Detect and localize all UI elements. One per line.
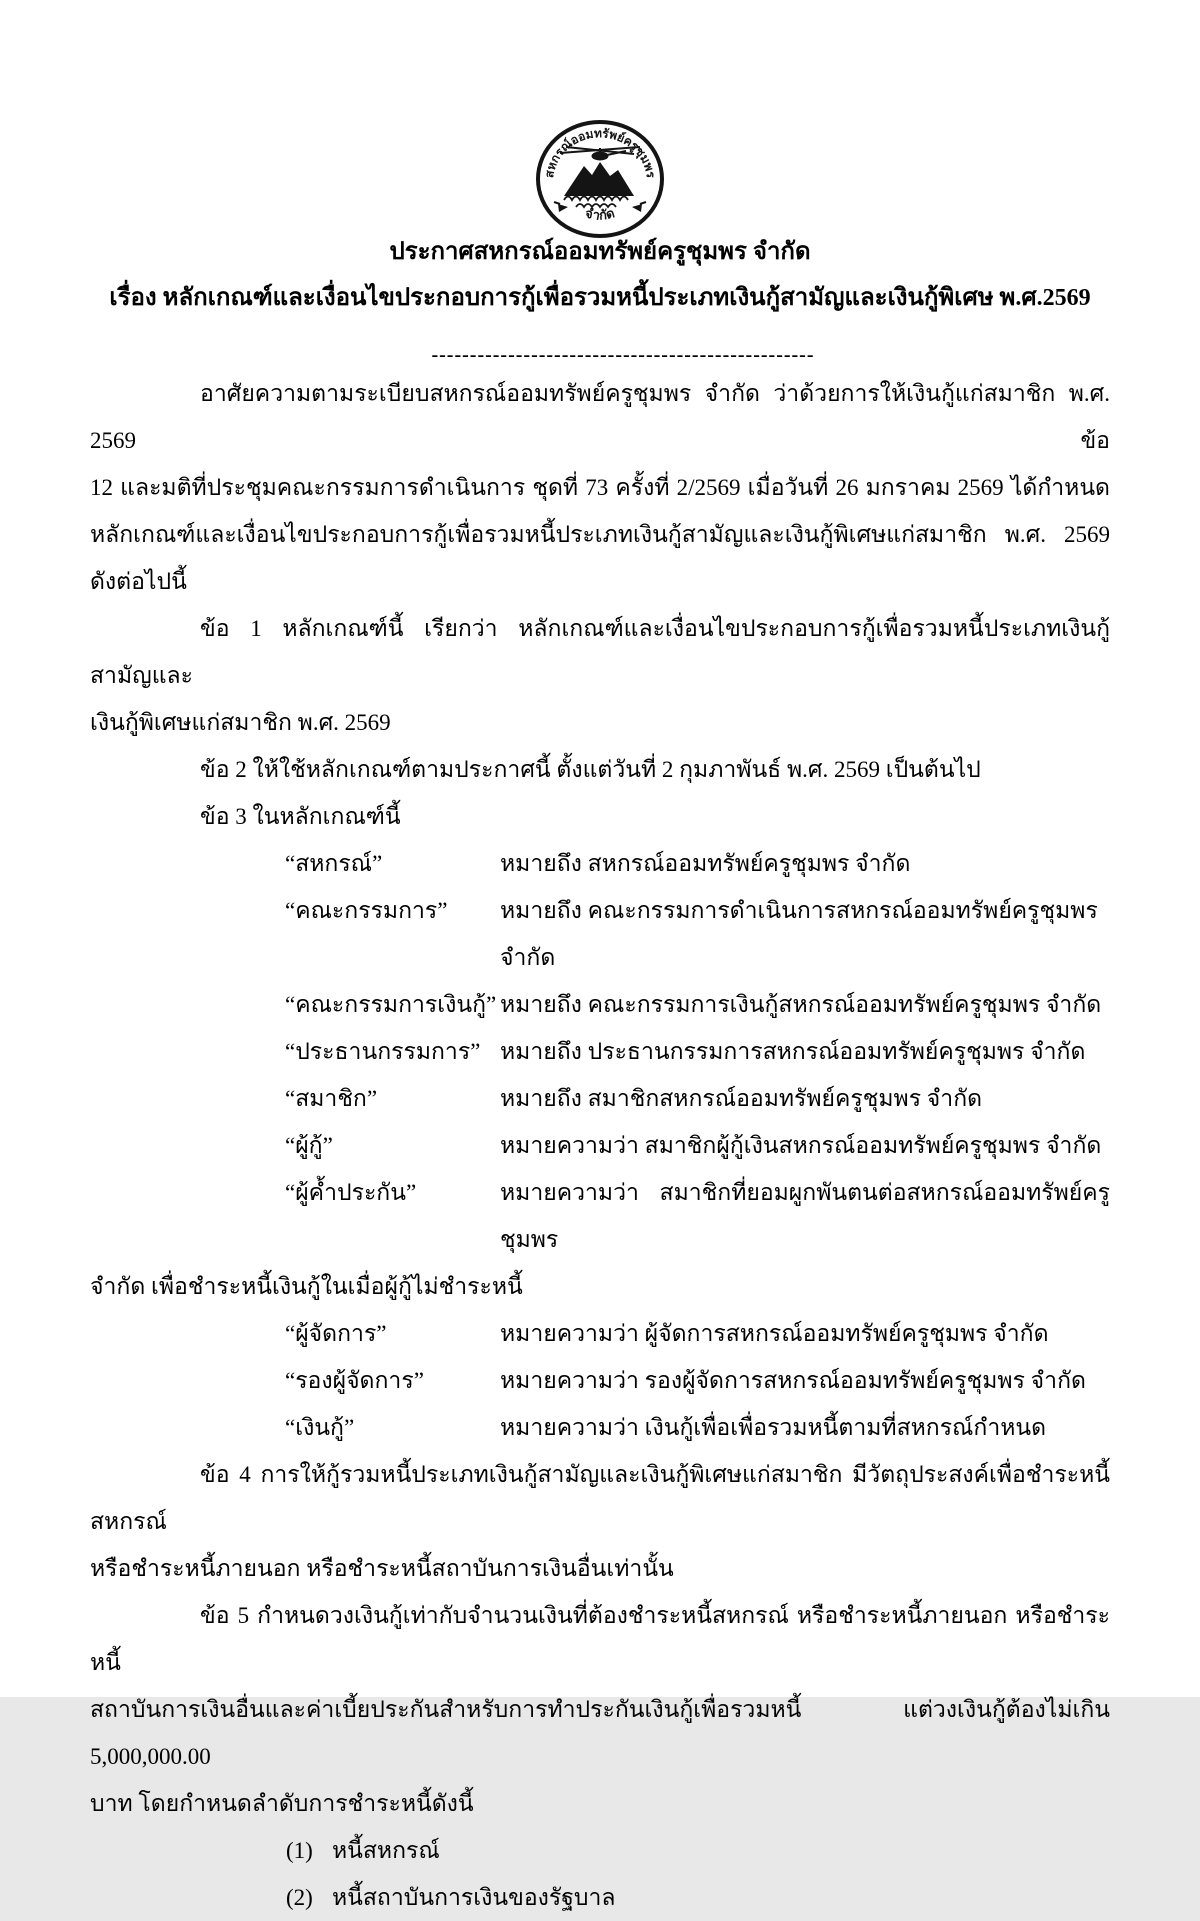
definition-text: หมายความว่า เงินกู้เพื่อเพื่อรวมหนี้ตามที่สหกรณ์กำหนด — [500, 1415, 1047, 1440]
definition-text: หมายความว่า ผู้จัดการสหกรณ์ออมทรัพย์ครูชุมพร จำกัด — [500, 1321, 1049, 1346]
definition-row — [90, 1122, 1110, 1169]
seal-top-text: สหกรณ์ออมทรัพย์ครูชุมพร — [542, 126, 658, 179]
clause-5-line-2: สถาบันการเงินอื่นและค่าเบี้ยประกันสำหรับการทำประกันเงินกู้เพื่อรวมหนี้ แต่วงเงินกู้ต้องไม่เกิน 5,000,000.00 — [90, 1697, 1110, 1769]
definition-text: หมายถึง คณะกรรมการเงินกู้สหกรณ์ออมทรัพย์ครูชุมพร จำกัด — [500, 992, 1102, 1017]
definition-text: หมายความว่า สมาชิกผู้กู้เงินสหกรณ์ออมทรัพย์ครูชุมพร จำกัด — [500, 1133, 1102, 1158]
intro-line-2: 12 และมติที่ประชุมคณะกรรมการดำเนินการ ชุดที่ 73 ครั้งที่ 2/2569 เมื่อวันที่ 26 มกราคม 2569 ได้กำหนด — [90, 475, 1110, 500]
clause-5-line-3: บาท โดยกำหนดลำดับการชำระหนี้ดังนี้ — [90, 1791, 474, 1816]
list-item — [90, 1827, 1110, 1874]
definition-row — [90, 1075, 1110, 1122]
clause-4-line-2: หรือชำระหนี้ภายนอก หรือชำระหนี้สถาบันการเงินอื่นเท่านั้น — [90, 1556, 674, 1581]
intro-line-4: ดังต่อไปนี้ — [90, 569, 187, 594]
list-item-text: หนี้สหกรณ์ — [332, 1838, 440, 1863]
document-subject: เรื่อง หลักเกณฑ์และเงื่อนไขประกอบการกู้เพื่อรวมหนี้ประเภทเงินกู้สามัญและเงินกู้พิเศษ พ.ศ.2569 — [109, 285, 1091, 311]
definition-row — [90, 887, 1110, 981]
definition-term: “รองผู้จัดการ” — [285, 1368, 424, 1393]
list-item-number: (1) — [286, 1838, 313, 1863]
cooperative-seal — [534, 118, 666, 240]
list-item-number: (2) — [286, 1885, 313, 1910]
intro-line-3: หลักเกณฑ์และเงื่อนไขประกอบการกู้เพื่อรวมหนี้ประเภทเงินกู้สามัญและเงินกู้พิเศษแก่สมาชิก พ.ศ. 2569 — [90, 522, 1110, 547]
definition-term: “ผู้กู้” — [285, 1133, 333, 1158]
document-body — [90, 370, 1110, 1921]
definition-text: หมายความว่า สมาชิกที่ยอมผูกพันตนต่อสหกรณ์ออมทรัพย์ครูชุมพร — [500, 1180, 1110, 1252]
intro-line-1: อาศัยความตามระเบียบสหกรณ์ออมทรัพย์ครูชุมพร จำกัด ว่าด้วยการให้เงินกู้แก่สมาชิก พ.ศ. 2569 ข้อ — [90, 381, 1110, 453]
definition-text: หมายถึง คณะกรรมการดำเนินการสหกรณ์ออมทรัพย์ครูชุมพร จำกัด — [500, 898, 1098, 970]
definition-term: “คณะกรรมการ” — [285, 898, 448, 923]
cooperative-seal-logo — [534, 118, 666, 240]
definition-text: หมายถึง ประธานกรรมการสหกรณ์ออมทรัพย์ครูชุมพร จำกัด — [500, 1039, 1086, 1064]
waves-icon — [564, 197, 628, 208]
definition-term: “ประธานกรรมการ” — [285, 1039, 481, 1064]
list-item — [90, 1874, 1110, 1921]
definition-term: “ผู้จัดการ” — [285, 1321, 387, 1346]
clause-5-line-1: ข้อ 5 กำหนดวงเงินกู้เท่ากับจำนวนเงินที่ต้องชำระหนี้สหกรณ์ หรือชำระหนี้ภายนอก หรือชำระหนี้ — [90, 1603, 1110, 1675]
clause-3: ข้อ 3 ในหลักเกณฑ์นี้ — [200, 804, 401, 829]
list-item-text: หนี้สถาบันการเงินของรัฐบาล — [332, 1885, 616, 1910]
seal-arrow-right-icon — [632, 202, 646, 212]
definition-row — [90, 981, 1110, 1028]
definition-row — [90, 840, 1110, 887]
divider-dashes: -------------------------------------------------- — [431, 344, 815, 366]
definition-row — [90, 1310, 1110, 1357]
definition-term: “สหกรณ์” — [285, 851, 383, 876]
definition-row — [90, 1404, 1110, 1451]
definition-text: หมายถึง สมาชิกสหกรณ์ออมทรัพย์ครูชุมพร จำกัด — [500, 1086, 983, 1111]
clause-2: ข้อ 2 ให้ใช้หลักเกณฑ์ตามประกาศนี้ ตั้งแต่วันที่ 2 กุมภาพันธ์ พ.ศ. 2569 เป็นต้นไป — [200, 757, 981, 782]
definition-row — [90, 1169, 1110, 1263]
seal-arrow-left-icon — [554, 202, 568, 212]
seal-bottom-text: จำกัด — [583, 205, 617, 223]
definition-continuation: จำกัด เพื่อชำระหนี้เงินกู้ในเมื่อผู้กู้ไม่ชำระหนี้ — [90, 1274, 523, 1299]
definition-text: หมายความว่า รองผู้จัดการสหกรณ์ออมทรัพย์ครูชุมพร จำกัด — [500, 1368, 1086, 1393]
mountain-icon — [564, 162, 634, 196]
document-title: ประกาศสหกรณ์ออมทรัพย์ครูชุมพร จำกัด — [389, 239, 811, 265]
definition-row — [90, 1357, 1110, 1404]
clause-1-line-1: ข้อ 1 หลักเกณฑ์นี้ เรียกว่า หลักเกณฑ์และเงื่อนไขประกอบการกู้เพื่อรวมหนี้ประเภทเงินกู้สามัญและ — [90, 616, 1110, 688]
definition-term: “ผู้ค้ำประกัน” — [285, 1180, 417, 1205]
definition-term: “สมาชิก” — [285, 1086, 378, 1111]
clause-4-line-1: ข้อ 4 การให้กู้รวมหนี้ประเภทเงินกู้สามัญและเงินกู้พิเศษแก่สมาชิก มีวัตถุประสงค์เพื่อชำระหนี้สหกรณ์ — [90, 1462, 1110, 1534]
definition-term: “เงินกู้” — [285, 1415, 355, 1440]
definition-text: หมายถึง สหกรณ์ออมทรัพย์ครูชุมพร จำกัด — [500, 851, 911, 876]
clause-1-line-2: เงินกู้พิเศษแก่สมาชิก พ.ศ. 2569 — [90, 710, 391, 735]
definition-row — [90, 1028, 1110, 1075]
definition-term: “คณะกรรมการเงินกู้” — [285, 992, 497, 1017]
